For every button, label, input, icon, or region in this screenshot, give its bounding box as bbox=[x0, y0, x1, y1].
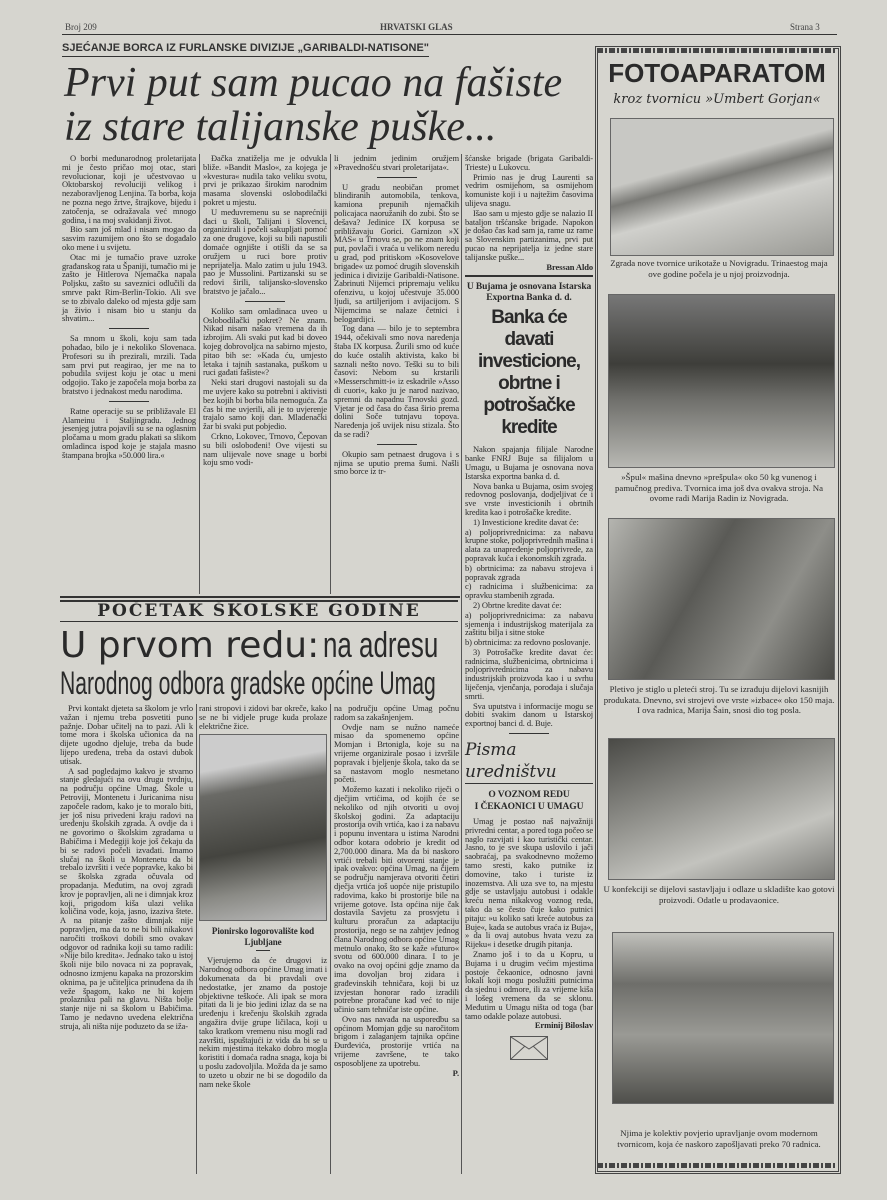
paragraph: a) poljoprivrednicima: za nabavu krupne stoke, poljoprivrednih mašina i alata za unapređenje poljoprivrede, za popravak kuća i ekonomskih zgrada. bbox=[465, 526, 593, 563]
paragraph: Tog dana — bilo je to septembra 1944, očekivali smo nova naređenja štaba IX korpusa. Žurili smo od kuće do kuće ostalih aktivista, kako bi saznali nešto novo. Teški su to bili časovi: Nebom su krstarili »Messerschmitt-i« iz eskadrile »Asso di cuori«, kako ju je narod nazivao, spremni da napadnu Trnovski gozd. Vjetar je od časa do časa širio prema dolini Soče tutnjavu topova. Naređenja još uvijek nisu stizala. Što da se radi? bbox=[334, 323, 459, 439]
article1-headline-line2: iz stare talijanske puške... bbox=[64, 104, 497, 150]
article2-column-2-top bbox=[199, 704, 327, 730]
paragraph: Ovo nas navađa na usporedbu sa općinom Momjan gdje su naročitom brigom i zalaganjem tajnika općine Đurđevića, prostorije vrtića na vrijeme završene, te tako osposobljene za upotrebu. bbox=[334, 1013, 459, 1068]
paragraph: Možemo kazati i nekoliko riječi o dječjim vrtićima, od kojih će se nekoliko od njih otvoriti u ovoj školskoj godini. Za adaptaciju prostorija ovih vrtića, kao i za nabavu i popunu inventara u istima Narodni odbor kotara odobrio je kredit od 2,700.000 dinara. Ma da bi naskoro vrtići trebali biti otvoreni stanje je ipak ovakvo: općina Umag, na čijem se području namjerava otvoriti četiri dječja vrtića još uopće nije pristupilo radovima, kako bi prostorije bile na vrijeme gotove. Ista općina nije čak dostavila Savjetu za prosvjetu i kulturu proračun za adaptaciju prostorija, nego se na zahtjev jednog člana Narodnog odbora općine Umag metnulo onako, što se kaže »futuro« svotu od 600.000 dinara. I to je ovako na ovoj općini gdje znamo da ima dovoljan broj zidara i građevinskih tehničara, koji bi uz izvjestan honorar rado izradili potrebne proračune kad već to nije učinio sam tehničar iste općine. bbox=[334, 784, 459, 1015]
envelope-icon bbox=[510, 1036, 548, 1060]
letter-title-line1: O VOZNOM REDU bbox=[488, 790, 570, 801]
article2-headline-line2: Narodnog odbora gradske općine Umag bbox=[60, 665, 436, 701]
photo-caption: Pionirsko logorovalište kod Ljubljane bbox=[211, 926, 315, 948]
photo-feature-title: FOTOAPARATOM bbox=[608, 58, 826, 88]
right-news-column bbox=[465, 154, 593, 1060]
divider bbox=[377, 177, 417, 178]
section-rule bbox=[60, 596, 460, 598]
bank-article-kicker: U Bujama je osnovana Istarska Exportna Banka d. d. bbox=[466, 282, 592, 304]
paragraph: Primio nas je drug Laurenti sa vedrim osmijehom, sa osmijehom komuniste koji i u najtežim časovima ulijeva snagu. bbox=[465, 171, 593, 208]
letter-title bbox=[465, 789, 593, 813]
article2-column-3 bbox=[334, 704, 459, 1078]
paragraph: na području općine Umag počnu radom sa zakašnjenjem. bbox=[334, 703, 459, 722]
paragraph: b) obrtnicima: za redovno poslovanje. bbox=[465, 637, 591, 648]
header-rule bbox=[62, 34, 837, 35]
paragraph: šćanske brigade (brigata Garibaldi-Trieste) u Lukovcu. bbox=[465, 153, 593, 172]
paragraph: Prvi kontakt djeteta sa školom je vrlo važan i njemu treba posvetiti puno pažnje. Dobar učitelj na to pazi. Ali k tome mora i školska učionica da na dijete ugodno djeluje, treba da bude lijepo uređena, treba da ostavi dubok utisak. bbox=[60, 703, 193, 766]
divider bbox=[509, 733, 549, 734]
paragraph: 1) Investicione kredite davat će: bbox=[473, 516, 579, 527]
paragraph: Nova banka u Bujama, osim svojeg redovnog poslovanja, dodjeljivat će i sve vrste investicionih i obrtnih kredita kao i potrošačke kredite. bbox=[465, 480, 593, 517]
chain-border bbox=[597, 1163, 835, 1168]
paragraph: a) poljoprivrednicima: za nabavu sjemenja i industrijskog materijala za zaštitu bilja i sitne stoke bbox=[465, 609, 593, 638]
photo-caption-2: »Špul« mašina dnevno »prešpula« oko 50 kg vunenog i pamučnog prediva. Tvornica ima još dva ovakva stroja. Na ovome radi Marija Radin iz Novigrada. bbox=[615, 472, 823, 503]
factory-building-photo bbox=[610, 118, 834, 256]
divider bbox=[109, 328, 149, 329]
article1-headline-line1: Prvi put sam pucao na fašiste bbox=[64, 60, 563, 106]
paragraph: Bio sam još mlad i nisam mogao da sasvim razumijem ono što se događalo oko mene i u svijetu. bbox=[62, 224, 196, 252]
assembly-photo bbox=[608, 738, 835, 880]
article2-column-2-bottom bbox=[199, 956, 327, 1088]
article1-kicker: SJEĆANJE BORCA IZ FURLANSKE DIVIZIJE „GARIBALDI-NATISONE" bbox=[62, 42, 429, 57]
bank-article-body bbox=[465, 445, 593, 728]
paragraph: Vjerujemo da će drugovi iz Narodnog odbora općine Umag imati i dokumenata da bi pravdali ove nedostatke, jer znamo da postoje objektivne teškoće. Ali ipak se mora pitati da li je bio jedini izlaz da se na uređenju i krečenju školskih zgrada angažira dvije grupe ličilaca, koji u tako kratkom vremenu nisu mogli rad završiti, ispuštajući iz vida da bi se u nekim mjestima itekako dobro mogla koristiti i domaća radna snaga, koja bi u poslu zadovoljila. Možda da je samo to uzeto u obzir ne bi se dogodilo da nam neke škole bbox=[199, 955, 327, 1089]
author-signature: Bressan Aldo bbox=[546, 261, 593, 272]
letter-title-line2: I ČEKAONICI U UMAGU bbox=[474, 802, 584, 813]
paragraph: O borbi međunarodnog proletarijata mi je često pričao moj otac, stari revolucionar, koji je učestvovao u Oktobarskoj revoluciji velikog i nezaboravljenog Lenjina. Ta borba, koja ne pozna nego žrtve, štrajkove, bijedu i zatočenja, se odražavala već mnogo godina, i na moj svakidanji život. bbox=[62, 153, 196, 225]
paragraph: Umag je postao naš najvažniji privredni centar, a pored toga počeo se naglo razvijati i kao turistički centar. Jasno, to je sve skupa uslovilo i jači saobraćaj, pa svakodnevno možemo tamo sresti, kako putnike iz domovine, tako i turiste iz inozemstva. Ali uza sve to, na mjestu gdje se ustavljaju autobusi i odakle kreću nema nikakvog voznog reda, tako da se često čuje kako putnici pitaju: »u koliko sati kreće autobus za Buje«, kada se autobus vraća iz Buja«, » da li ovaj autobus hvata vezu za Rijeku« i desetke drugih pitanja. bbox=[465, 816, 593, 950]
paragraph: Đačka znatiželja me je odvukla bliže. »Bandit Maslo«, za kojega je »kvestura« nudila tako veliku svotu, prvi je prikazao širokim narodnim masama slovenski oslobodilački pokret u mjestu. bbox=[203, 153, 327, 207]
column-divider bbox=[330, 154, 331, 594]
paragraph: Crkno, Lokovec, Trnovo, Čepovan su bili oslobođeni! Ove vijesti su nam ulijevale nove snage u borbi koju smo vodi- bbox=[203, 430, 327, 468]
paragraph: li jednim jedinim oružjem »Pravednošću stvari proletarijata«. bbox=[334, 153, 459, 172]
photo-feature-subtitle: kroz tvornicu »Umbert Gorjan« bbox=[613, 92, 821, 107]
article1-column-1 bbox=[62, 154, 196, 461]
divider bbox=[377, 444, 417, 445]
spool-machine-photo bbox=[608, 294, 835, 468]
chain-border bbox=[597, 48, 835, 53]
page-number: Strana 3 bbox=[790, 22, 820, 32]
column-divider bbox=[196, 704, 197, 1174]
paragraph: Sva uputstva i informacije mogu se dobiti svakim danom u Istarskoj exportnoj banci d. d. Buje. bbox=[465, 700, 593, 729]
paragraph: Otac mi je tumačio prave uzroke građanskog rata u Španiji, tumačio mi je zašto je Hitlerova Njemačka napala Poljsku, zašto su saveznici odlučili da smrve pakt Rim-Berlin-Tokio. Ali sve se to zbivalo daleko od mjesta gdje sam ja živio i nisam bio u stanju da shvatim... bbox=[62, 251, 196, 324]
paragraph: Nakon spajanja filijale Narodne banke FNRJ Buje sa filijalom u Umagu, u Bujama je osnovana nova Istarska exportna banka d. d. bbox=[465, 444, 593, 481]
article1-column-3 bbox=[334, 154, 459, 477]
paragraph: rani stropovi i zidovi bar okreče, kako se ne bi vidjele pruge kuda prolaze električne žice. bbox=[199, 703, 327, 731]
column-divider bbox=[330, 704, 331, 1174]
paragraph: Ratne operacije su se približavale El Alameinu i Staljingradu. Jednog jesenjeg jutra pojavili su se na oglasnim pločama u mom gradu plakati sa slikom omladinca ispod koje je stajala masno štampana brojka »50.000 lira.« bbox=[62, 405, 196, 460]
paragraph: Ovdje nam se nužno nameće misao da spomenemo općine Momjan i Brtonigla, koje su na vrijeme organizirale posao i izvršile popravak i bjeljenje škola, tako da se sa nastavom moglo nesmetano početi. bbox=[334, 721, 459, 785]
article2-section-title: POČETAK ŠKOLSKE GODINE bbox=[60, 600, 458, 622]
paragraph: c) radnicima i službenicima: za opravku stambenih zgrada. bbox=[465, 581, 593, 601]
paragraph: Išao sam u mjesto gdje se nalazio II bataljon tršćanske brigade. Napokon je došao čas kad sam ja, rame uz rame sa Slovenskim partizanima, prvi put pucao na neprijatelja iz jedne stare talijanske puške... bbox=[465, 207, 593, 262]
photo-caption-3: Pletivo je stiglo u pleteći stroj. Tu se izrađuju dijelovi kasnijih produkata. Dnevno, svi strojevi ove vrste »izbace« oko 150 maja. I ova radnica, Marija Šain, snosi dio tog posla. bbox=[603, 684, 835, 715]
headline-part2: na adresu bbox=[323, 624, 439, 665]
letter-body bbox=[465, 817, 593, 1030]
divider bbox=[245, 301, 285, 302]
article2-column-1 bbox=[60, 704, 193, 1031]
paragraph: Koliko sam omladinaca uveo u Oslobodilački pokret? Ne znam. Nikad nisam našao vremena da ih izbrojim. Ali svaki put kad bi doveo kojeg dobrovoljca na sabirno mjesto, pitao bih se: »Kada ću, umjesto letaka i tajnih sastanaka, puškom u ruci gađati fašiste«? bbox=[203, 305, 327, 378]
column-divider bbox=[199, 154, 200, 594]
paragraph: U međuvremenu su se naprećniji đaci u školi, Talijani i Slovenci, organizirali i počeli sakupljati pomoć za one drugove, koji su bili napustili domaće ognjište i otišli da se sa oružjem u ruci bore protiv neprijatelja. Malo zatim u julu 1943. pao je Mussolini. Partizanski su se redovi širili, talijansko-slovensko bratstvo je jačalo... bbox=[203, 206, 327, 296]
paragraph: Neki stari drugovi nastojali su da me uvjere kako su potrebni i aktivisti bez kojih bi borba bila nemoguća. Za čas bi me uvjerili, ali je to uvjerenje trajalo samo koji dan. Mladenački žar bi svaki put pobjedio. bbox=[203, 377, 327, 432]
paragraph: 2) Obrtne kredite davat će: bbox=[473, 599, 562, 610]
newspaper-name: HRVATSKI GLAS bbox=[380, 22, 453, 32]
paragraph: Znamo još i to da u Kopru, u Bujama i u drugim većim mjestima postoje čekaonice, odnosno javni lokali koji mogu poslužiti putnicima da sjednu i odmore, ili za vrijeme kiša i lošeg vremena da se sklonu. Međutim u Umagu ništa od toga (bar tamo odakle polaze autobusi. bbox=[465, 949, 593, 1021]
author-signature: Erminij Biloslav bbox=[534, 1020, 593, 1031]
camp-photo bbox=[199, 734, 327, 921]
letters-section-title: Pisma uredništvu bbox=[465, 739, 593, 784]
paragraph: b) obrtnicima: za nabavu strojeva i popravak zgrada bbox=[465, 562, 593, 582]
article2-column-2 bbox=[199, 704, 327, 1089]
paragraph: Okupio sam petnaest drugova i s njima se uputio prema šumi. Našli smo borce iz tr- bbox=[334, 448, 459, 477]
author-signature: P. bbox=[452, 1067, 459, 1078]
paragraph: A sad pogledajmo kakvo je stvarno stanje gledajući na ovu drugu tvrdnju, na području općine Umag. Škole u Petroviji, Montenetu i Juricanima nisu započele radom, kako je to moralo biti, jer još nisu privedeni kraju radovi na uređenju školskih zgrada. A ovdje da i ne govorimo o školskim zgradama u Babičima i Medegiji koje još čekaju da bi se radovi počeli izvađati. Imamo slučaj na školi u Montenetu da bi trebalo izvršiti i veće popravke, kako bi se školska zgrada očuvala od propadanja. Međutim, na ovoj zgradi krov je popravljen, ali ne i dimnjak kroz koji, prigodom kiša ulazi velika količina vode, koja, jasno, izaziva štete. A na pitanje zašto dimnjak nije popravljen, ma da to ne bi bili nikakovi naročiti troškovi dobili smo ovakav odgovor od radnika koji su tamo radili: »Nije bilo kredita«. Jednako tako u istoj školi nije bilo novaca ni za popravak, odnosno izmjenu kapaka na prozorskim oknima, pa je učiteljica prinuđena da ih veže špagom, kako ne bi kojem prolazniku pali na glavu. Ništa bolje stanje nije ni sa školom u Babičima. Tamo je nedavno uvedena električna struja, ali ništa nije poduzeto da se iža- bbox=[60, 765, 193, 1031]
photo-caption-5: Njima je kolektiv povjerio upravljanje ovom modernom tvornicom, koja će naskoro zapošljavati preko 70 radnica. bbox=[617, 1128, 821, 1149]
photo-caption-4: U konfekciji se dijelovi sastavljaju i odlaze u skladište kao gotovi proizvodi. Odatle u prodavaonice. bbox=[603, 884, 835, 905]
article1-column-4 bbox=[465, 154, 593, 271]
bank-article-headline: Banka će davati investicione, obrtne i potrošačke kredite bbox=[477, 307, 581, 439]
workers-group-photo bbox=[612, 932, 834, 1104]
article1-column-2 bbox=[203, 154, 327, 468]
headline-part1: U prvom redu: bbox=[60, 625, 320, 666]
paragraph: Sa mnom u školi, koju sam tada pohađao, bilo je i nekoliko Slovenaca. Profesori su ih prezirali, mrzili. Tada sam prvi put reagirao, jer me na to pobudila svijest koju je otac u meni odgojio. Tako je započela moja borba za bratstvo i jednakost među narodima. bbox=[62, 333, 196, 396]
divider bbox=[109, 401, 149, 402]
knitting-machine-photo bbox=[608, 518, 835, 680]
paragraph: U gradu neobičan promet blindiranih automobila, tenkova, kamiona prepunih njemačkih policajaca naoružanih do zubi. Što se dešava? Jedinice IX korpusa se približavaju Gorici. Garnizon »X MAS« u Trnovu se, po ne znam koji put, povlači i vraća u velikom neredu u grad, pod pritiskom »Kosovelove brigade« uz pomoć drugih slovenskih jedinica i divizije Garibaldi-Natisone. Zabrinuti Nijemci pripremaju veliku ofenzivu, u kojoj učestvuje 35.000 ljudi, sa artiljerijom i avijacijom. S Nijemcima se nalaze četnici i belogardijci. bbox=[334, 181, 459, 324]
issue-number: Broj 209 bbox=[65, 22, 97, 32]
photo-caption-1: Zgrada nove tvornice urikotaže u Novigradu. Trinaestog maja ove godine počela je u njoj proizvodnja. bbox=[610, 258, 828, 279]
paragraph: 3) Potrošačke kredite davat će: radnicima, službenicima, obrtnicima i poljoprivrednicima za nabavu industrijskih proizvoda kao i u svrhu liječenja, vjenčanja, porođaja i slučaja smrti. bbox=[465, 646, 593, 701]
